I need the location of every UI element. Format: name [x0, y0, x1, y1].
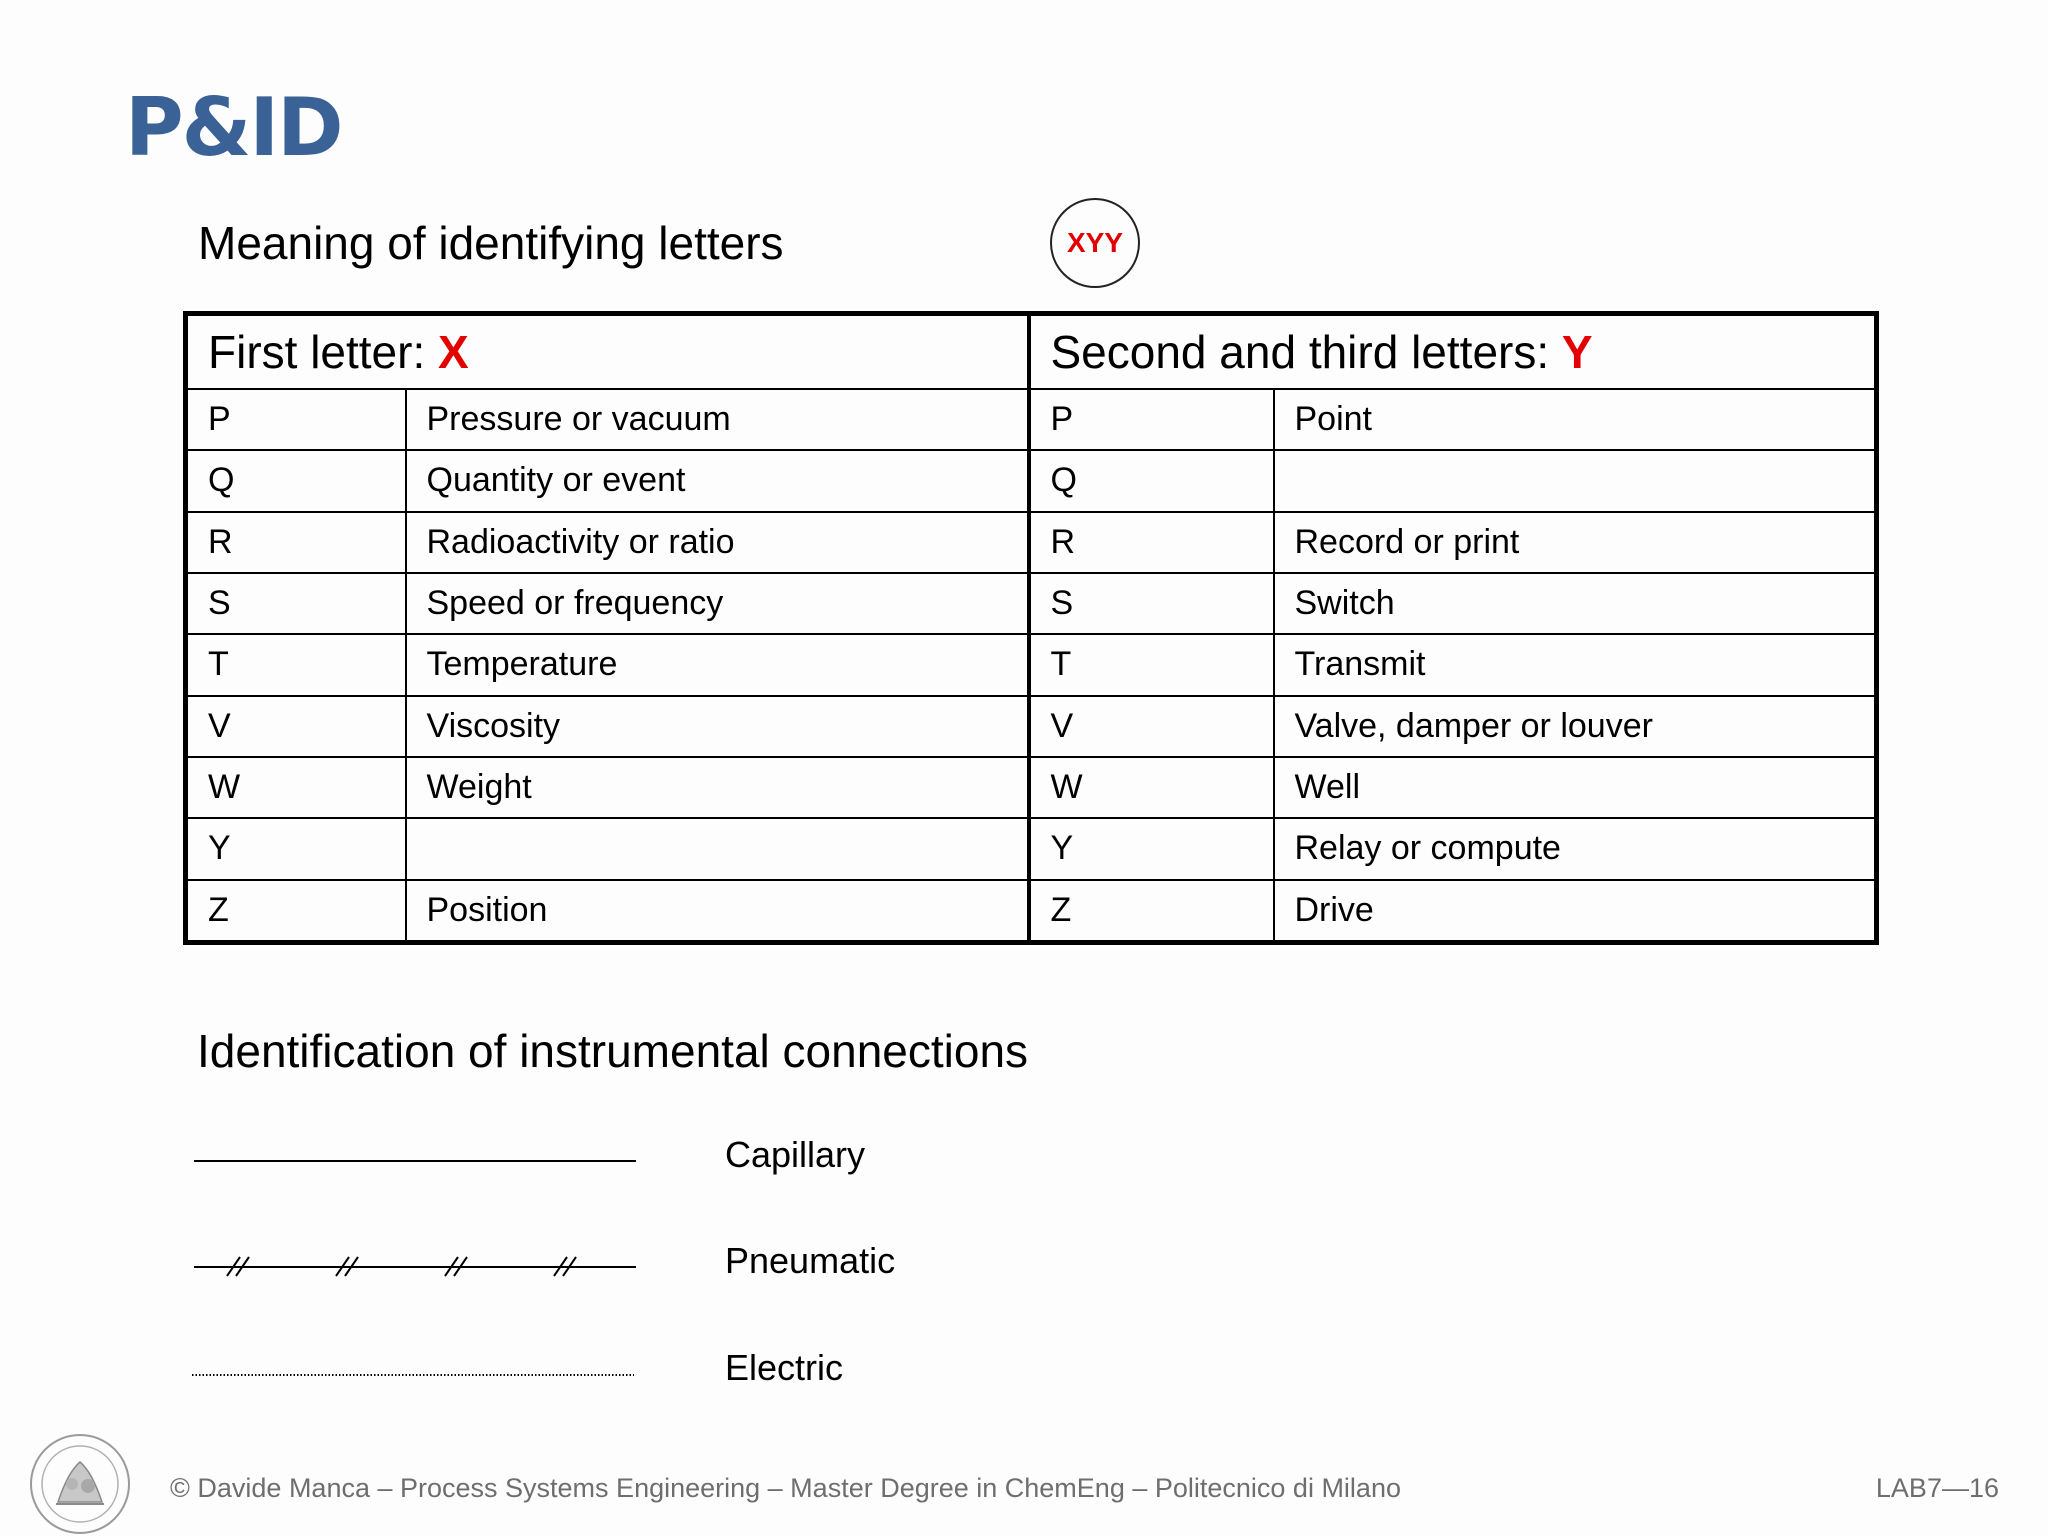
table-row — [186, 696, 1877, 757]
second-letter-cell: T — [1029, 634, 1274, 695]
second-letter-cell: Z — [1029, 880, 1274, 943]
footer-text: © Davide Manca – Process Systems Engineering – Master Degree in ChemEng – Politecnico di Milano — [170, 1473, 1401, 1503]
first-letter-cell: S — [186, 573, 406, 634]
first-letter-cell: V — [186, 696, 406, 757]
first-meaning-cell: Viscosity — [406, 696, 1029, 757]
second-letter-cell: V — [1029, 696, 1274, 757]
connection-lines — [190, 1125, 650, 1405]
xyy-symbol — [1050, 198, 1140, 288]
second-letter-header — [1029, 314, 1877, 390]
first-letter-cell: Z — [186, 880, 406, 943]
second-meaning-cell: Relay or compute — [1274, 818, 1877, 879]
first-letter-accent: X — [438, 326, 469, 378]
first-meaning-cell: Temperature — [406, 634, 1029, 695]
first-letter-cell: Y — [186, 818, 406, 879]
pneumatic-label: Pneumatic — [725, 1240, 896, 1281]
pneumatic-line — [194, 1257, 636, 1276]
first-meaning-cell: Radioactivity or ratio — [406, 512, 1029, 573]
second-letter-accent: Y — [1561, 326, 1593, 378]
xyy-symbol-text: XYY — [1066, 227, 1124, 258]
table-header-row — [186, 314, 1877, 390]
first-letter-cell: Q — [186, 450, 406, 511]
second-meaning-cell: Transmit — [1274, 634, 1877, 695]
second-letter-cell: R — [1029, 512, 1274, 573]
second-meaning-cell: Drive — [1274, 880, 1877, 943]
second-letter-cell: Q — [1029, 450, 1274, 511]
first-letter-cell: W — [186, 757, 406, 818]
table-row — [186, 512, 1877, 573]
identifying-letters-table — [183, 311, 1879, 945]
first-meaning-cell: Pressure or vacuum — [406, 389, 1029, 450]
first-letter-cell: T — [186, 634, 406, 695]
first-meaning-cell: Weight — [406, 757, 1029, 818]
second-meaning-cell: Record or print — [1274, 512, 1877, 573]
second-letter-cell: Y — [1029, 818, 1274, 879]
first-meaning-cell: Speed or frequency — [406, 573, 1029, 634]
page-number: LAB7—16 — [1875, 1473, 1999, 1503]
first-meaning-cell: Position — [406, 880, 1029, 943]
page-title: P&ID — [125, 81, 342, 174]
first-meaning-cell — [406, 818, 1029, 879]
second-letter-cell: W — [1029, 757, 1274, 818]
table-row — [186, 389, 1877, 450]
capillary-label: Capillary — [725, 1134, 866, 1175]
second-meaning-cell: Point — [1274, 389, 1877, 450]
first-meaning-cell: Quantity or event — [406, 450, 1029, 511]
second-meaning-cell: Well — [1274, 757, 1877, 818]
table-row — [186, 757, 1877, 818]
second-meaning-cell: Switch — [1274, 573, 1877, 634]
table-row — [186, 450, 1877, 511]
electric-label: Electric — [725, 1347, 844, 1388]
table-row — [186, 880, 1877, 943]
first-letter-cell: R — [186, 512, 406, 573]
first-letter-header-label: First letter: — [208, 326, 439, 378]
identifying-letters-heading: Meaning of identifying letters — [198, 217, 784, 269]
second-letter-cell: P — [1029, 389, 1274, 450]
first-letter-header — [186, 314, 1029, 390]
second-meaning-cell — [1274, 450, 1877, 511]
second-letter-cell: S — [1029, 573, 1274, 634]
university-seal-logo — [28, 1432, 132, 1536]
table-row — [186, 573, 1877, 634]
second-meaning-cell: Valve, damper or louver — [1274, 696, 1877, 757]
first-letter-cell: P — [186, 389, 406, 450]
connections-heading: Identification of instrumental connections — [197, 1025, 1029, 1077]
table-row — [186, 818, 1877, 879]
table-row — [186, 634, 1877, 695]
second-letter-header-label: Second and third letters: — [1050, 326, 1562, 378]
